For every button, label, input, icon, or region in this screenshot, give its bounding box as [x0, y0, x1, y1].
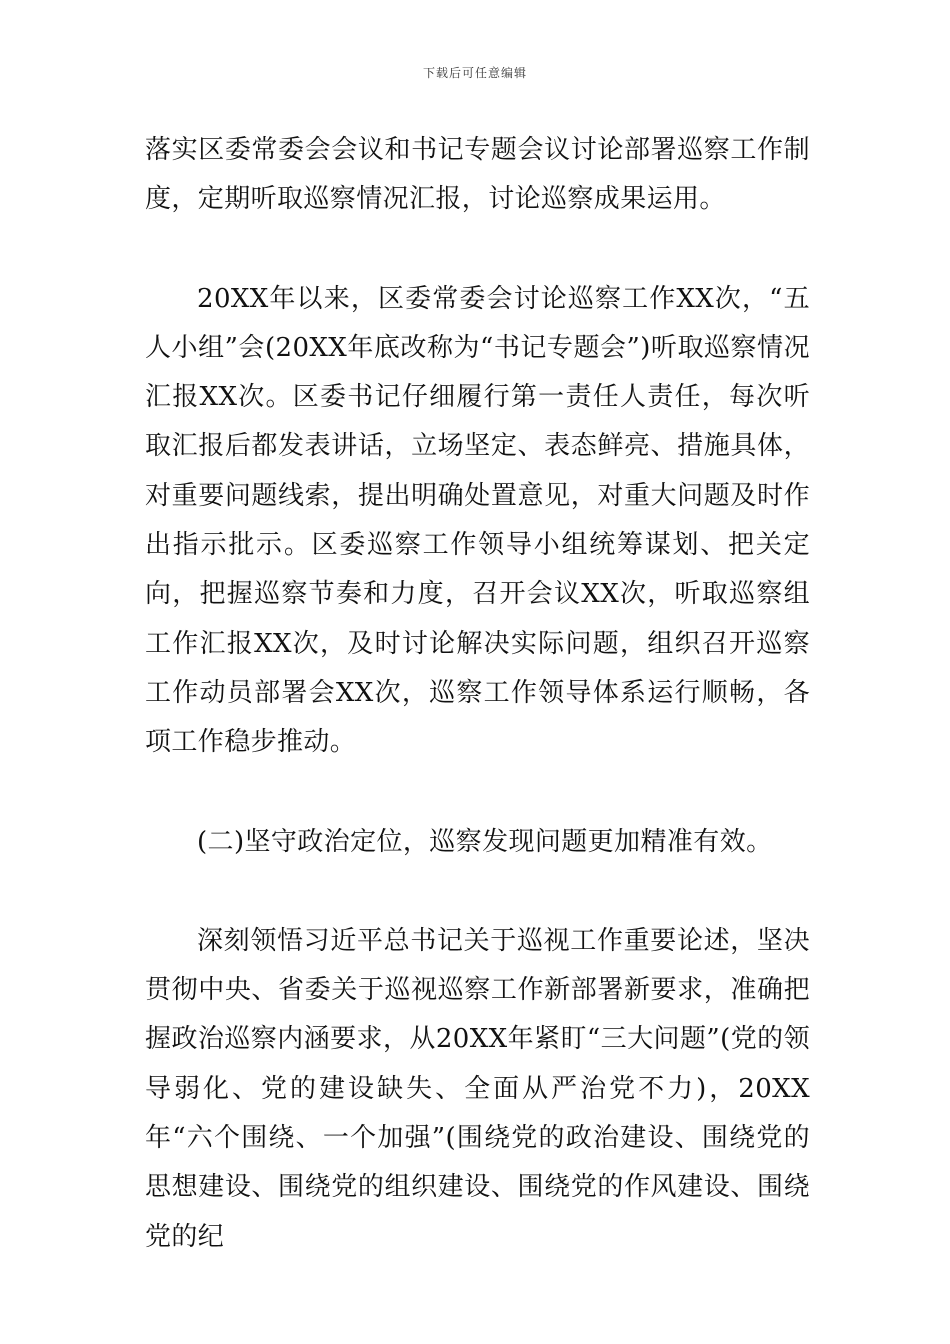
document-body: [145, 126, 810, 1262]
paragraph-since-20xx: 20XX年以来，区委常委会讨论巡察工作XX次，“五人小组”会(20XX年底改称为“书记专题会”)听取巡察情况汇报XX次。区委书记仔细履行第一责任人责任，每次听取汇报后都发表讲话，立场坚定、表态鲜亮、措施具体，对重要问题线索，提出明确处置意见，对重大问题及时作出指示批示。区委巡察工作领导小组统筹谋划、把关定向，把握巡察节奏和力度，召开会议XX次，听取巡察组工作汇报XX次，及时讨论解决实际问题，组织召开巡察工作动员部署会XX次，巡察工作领导体系运行顺畅，各项工作稳步推动。: [145, 283, 810, 758]
page-header-note: 下载后可任意编辑: [422, 66, 527, 80]
section-heading-political-positioning: (二)坚守政治定位，巡察发现问题更加精准有效。: [197, 826, 773, 857]
paragraph-continuation: 落实区委常委会会议和书记专题会议讨论部署巡察工作制度，定期听取巡察情况汇报，讨论巡察成果运用。: [145, 135, 810, 215]
paragraph-deep-understanding: 深刻领悟习近平总书记关于巡视工作重要论述，坚决贯彻中央、省委关于巡视巡察工作新部署新要求，准确把握政治巡察内涵要求，从20XX年紧盯“三大问题”(党的领导弱化、党的建设缺失、全面从严治党不力)，20XX年“六个围绕、一个加强”(围绕党的政治建设、围绕党的思想建设、围绕党的组织建设、围绕党的作风建设、围绕党的纪: [145, 925, 810, 1252]
